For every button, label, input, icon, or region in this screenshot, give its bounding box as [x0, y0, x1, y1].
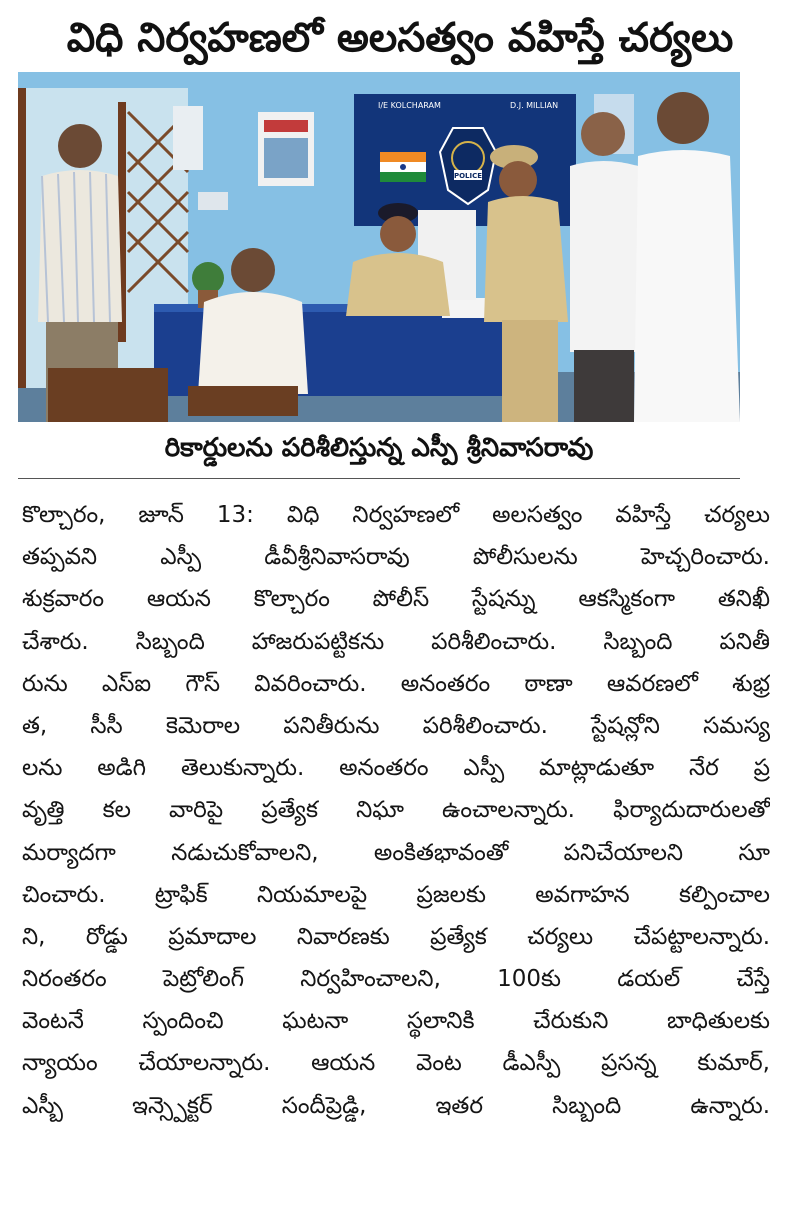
- article-headline: విధి నిర్వహణలో అలసత్వం వహిస్తే చర్యలు: [66, 15, 734, 61]
- body-line: ని, రోడ్డు ప్రమాదాల నివారణకు ప్రత్యేక చర్యలు చేపట్టాలన్నారు.: [22, 923, 770, 950]
- body-line: న్యాయం చేయాలన్నారు. ఆయన వెంట డీఎస్పీ ప్రసన్న కుమార్,: [22, 1050, 770, 1077]
- body-line: కొల్చారం, జూన్ 13: విధి నిర్వహణలో అలసత్వం వహిస్తే చర్యలు: [22, 502, 770, 528]
- body-line: వృత్తి కల వారిపై ప్రత్యేక నిఘా ఉంచాలన్నారు. ఫిర్యాదుదారులతో: [22, 797, 770, 824]
- body-line: చేశారు. సిబ్బంది హాజరుపట్టికను పరిశీలించారు. సిబ్బంది పనితీ: [22, 628, 770, 655]
- article-photo: [18, 72, 740, 422]
- chair: [48, 368, 168, 422]
- body-line: ఎస్బీ ఇన్స్పెక్టర్ సందీప్రెడ్డి, ఇతర సిబ్బంది ఉన్నారు.: [22, 1092, 770, 1119]
- body-line: నిరంతరం పెట్రోలింగ్ నిర్వహించాలని, 100కు డయల్ చేస్తే: [22, 966, 770, 993]
- board-sign-left: I/E KOLCHARAM: [378, 101, 441, 110]
- body-line: శుక్రవారం ఆయన కొల్చారం పోలీస్ స్టేషన్ను ఆకస్మికంగా తనిఖీ: [22, 586, 770, 613]
- emblem-label: POLICE: [453, 172, 483, 180]
- body-line: త, సీసీ కెమెరాల పనితీరును పరిశీలించారు. స్టేషన్లోని సమస్య: [22, 712, 770, 739]
- photo-caption: రికార్డులను పరిశీలిస్తున్న ఎస్పీ శ్రీనివాసరావు: [164, 433, 594, 463]
- body-line: లను అడిగి తెలుకున్నారు. అనంతరం ఎస్పీ మాట్లాడుతూ నేర ప్ర: [22, 755, 770, 782]
- body-line: మర్యాదగా నడుచుకోవాలని, అంకితభావంతో పనిచేయాలని సూ: [22, 839, 770, 866]
- body-line: రును ఎస్ఐ గౌస్ వివరించారు. అనంతరం ఠాణా ఆవరణలో శుభ్ర: [22, 670, 770, 697]
- plant: [192, 262, 224, 294]
- caption-divider: [18, 478, 740, 479]
- body-line: తప్పవని ఎస్పీ డీవీశ్రీనివాసరావు పోలీసులను హెచ్చరించారు.: [22, 544, 770, 571]
- body-line: వెంటనే స్పందించి ఘటనా స్థలానికి చేరుకుని బాధితులకు: [22, 1008, 770, 1035]
- board-sign-right: D.J. MILLIAN: [510, 101, 559, 110]
- india-flag-icon: [380, 152, 426, 182]
- body-line: చించారు. ట్రాఫిక్ నియమాలపై ప్రజలకు అవగాహన కల్పించాల: [22, 881, 770, 908]
- article-body: [22, 494, 770, 1127]
- photo-illustration: [18, 72, 740, 422]
